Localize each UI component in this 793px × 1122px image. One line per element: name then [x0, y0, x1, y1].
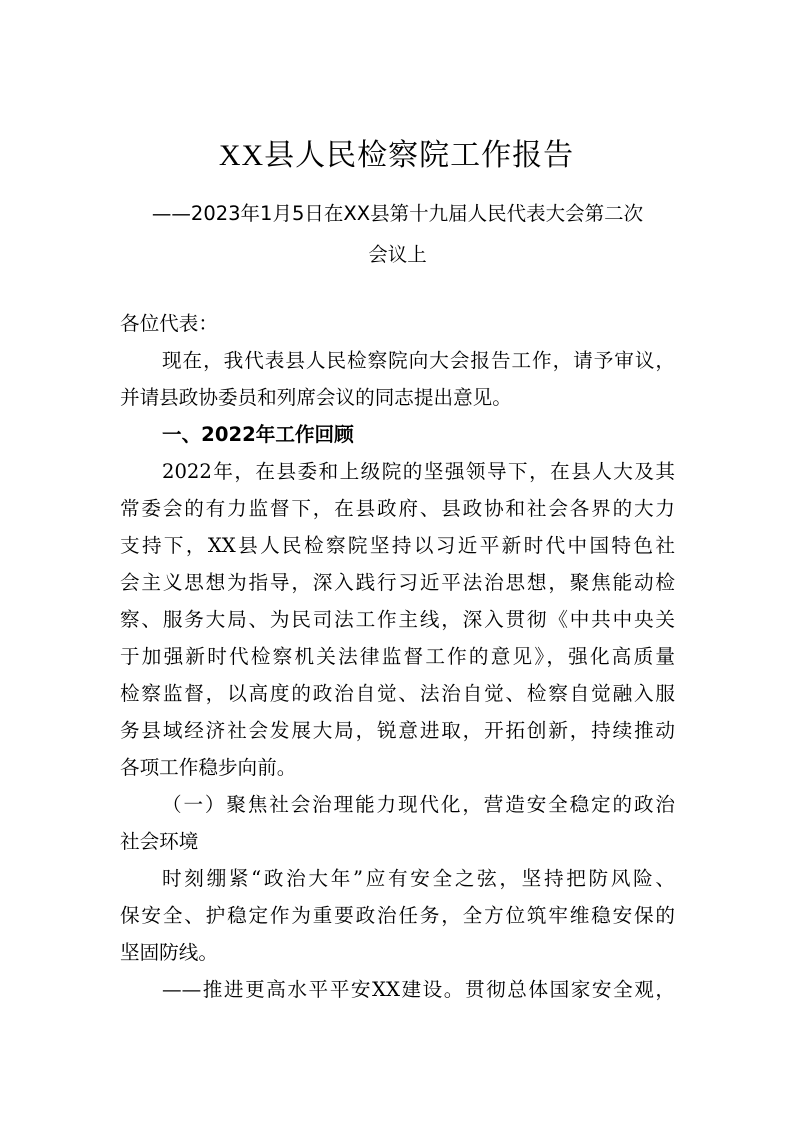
paragraph-security-line-2: 保安全、护稳定作为重要政治任务，全方位筑牢维稳安保的 — [120, 904, 675, 927]
paragraph-review-line-3: 支持下，XX县人民检察院坚持以习近平新时代中国特色社 — [120, 534, 675, 557]
paragraph-review-line-9: 各项工作稳步向前。 — [120, 756, 297, 779]
document-subtitle-line-1: ——2023年1月5日在XX县第十九届人民代表大会第二次 — [151, 202, 644, 225]
paragraph-security-line-1: 时刻绷紧“政治大年”应有安全之弦，坚持把防风险、 — [162, 867, 675, 890]
paragraph-security-line-3: 坚固防线。 — [120, 941, 218, 964]
paragraph-review-line-2: 常委会的有力监督下，在县政府、县政协和社会各界的大力 — [120, 497, 675, 520]
document-subtitle-line-2: 会议上 — [368, 243, 427, 266]
paragraph-review-line-1: 2022年，在县委和上级院的坚强领导下，在县人大及其 — [162, 460, 675, 483]
paragraph-intro-line-2: 并请县政协委员和列席会议的同志提出意见。 — [120, 386, 512, 409]
paragraph-review-line-8: 务县域经济社会发展大局，锐意进取，开拓创新，持续推动 — [120, 719, 675, 742]
subsection-heading-line-2: 社会环境 — [120, 830, 199, 853]
subsection-heading-line-1: （一）聚焦社会治理能力现代化，营造安全稳定的政治 — [162, 793, 675, 816]
section-heading-work-review: 一、2022年工作回顾 — [162, 423, 354, 446]
paragraph-review-line-6: 于加强新时代检察机关法律监督工作的意见》，强化高质量 — [120, 645, 675, 668]
salutation: 各位代表： — [120, 312, 218, 335]
paragraph-intro-line-1: 现在，我代表县人民检察院向大会报告工作，请予审议， — [162, 349, 675, 372]
paragraph-review-line-5: 察、服务大局、为民司法工作主线，深入贯彻《中共中央关 — [120, 608, 675, 631]
paragraph-safe-xx-line-1: ——推进更高水平平安XX建设。贯彻总体国家安全观， — [162, 978, 675, 1001]
paragraph-review-line-4: 会主义思想为指导，深入践行习近平法治思想，聚焦能动检 — [120, 571, 675, 594]
paragraph-review-line-7: 检察监督，以高度的政治自觉、法治自觉、检察自觉融入服 — [120, 682, 675, 705]
document-title: XX县人民检察院工作报告 — [218, 139, 575, 172]
